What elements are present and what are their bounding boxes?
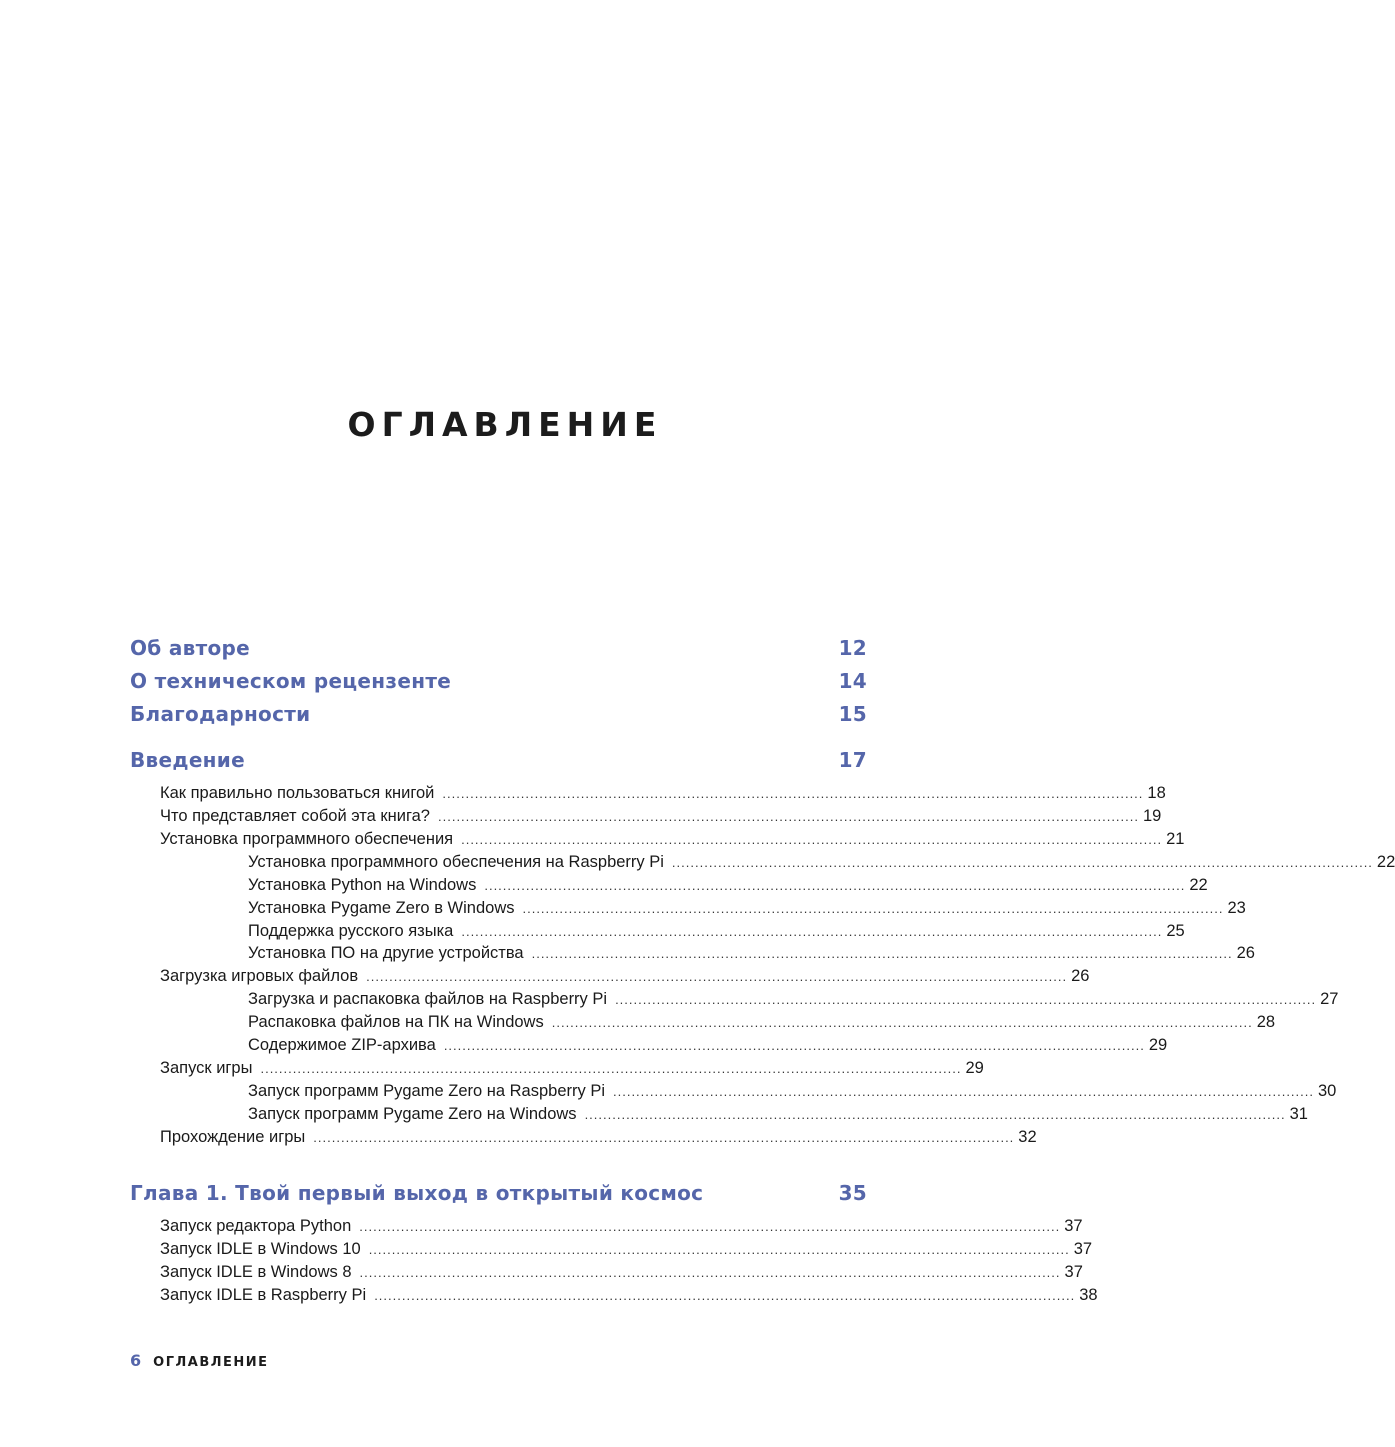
toc-subentry[interactable] (160, 1217, 1083, 1239)
dot-leader: ........................................................................................................................................................ (584, 1107, 1286, 1122)
toc-subentry-page: 29 (965, 1059, 984, 1077)
toc-subentry-title: Установка программного обеспечения (160, 830, 454, 848)
footer-label: ОГЛАВЛЕНИЕ (153, 1355, 269, 1370)
toc-subentry-title: Загрузка игровых файлов (160, 967, 359, 985)
toc-subentry-title: Запуск IDLE в Windows 10 (160, 1240, 361, 1258)
dot-leader: ........................................................................................................................................................ (443, 1038, 1145, 1053)
dot-leader: ........................................................................................................................................................ (461, 924, 1163, 939)
dot-leader: ........................................................................................................................................................ (260, 1061, 962, 1076)
toc-subentry-page: 19 (1143, 807, 1162, 825)
toc-subentry-page: 26 (1236, 944, 1255, 962)
toc-subentry-title: Запуск программ Pygame Zero на Raspberry Pi (248, 1082, 605, 1100)
toc-subentry-title: Поддержка русского языка (248, 922, 454, 940)
toc-entry-tech-reviewer[interactable] (130, 669, 867, 699)
toc-entry-page: 17 (838, 748, 867, 772)
toc-subentry-page: 38 (1079, 1286, 1098, 1304)
toc-subentry[interactable] (248, 1013, 1276, 1035)
toc-subentry-title: Запуск редактора Python (160, 1217, 352, 1235)
toc-subentry-page: 32 (1018, 1128, 1037, 1146)
toc-subentry[interactable] (248, 944, 1255, 966)
toc-subentry-page: 22 (1189, 876, 1208, 894)
toc-subentry-title: Как правильно пользоваться книгой (160, 784, 435, 802)
toc-subentry-page: 18 (1147, 784, 1166, 802)
toc-subentry-page: 26 (1071, 967, 1090, 985)
toc-subentry[interactable] (248, 922, 1185, 944)
toc-entry-about-author[interactable] (130, 636, 867, 666)
toc-subentry[interactable] (248, 990, 1339, 1012)
dot-leader: ........................................................................................................................................................ (615, 992, 1317, 1007)
toc-entry-title: Введение (130, 748, 245, 772)
toc-subentry-title: Содержимое ZIP-архива (248, 1036, 436, 1054)
toc-subentry[interactable] (160, 784, 1166, 806)
toc-subentry[interactable] (160, 967, 1090, 989)
toc-entry-page: 15 (838, 702, 867, 726)
dot-leader: ........................................................................................................................................................ (531, 946, 1233, 961)
toc-subentry[interactable] (248, 1105, 1308, 1127)
toc-subentry-page: 25 (1166, 922, 1185, 940)
page-footer (130, 1351, 269, 1370)
toc-subentry-title: Запуск IDLE в Windows 8 (160, 1263, 352, 1281)
dot-leader: ........................................................................................................................................................ (313, 1130, 1015, 1145)
toc-entry-page: 12 (838, 636, 867, 660)
dot-leader: ........................................................................................................................................................ (522, 901, 1224, 916)
toc-subentry-title: Запуск игры (160, 1059, 253, 1077)
toc-entry-intro[interactable] (130, 748, 867, 778)
toc-entry-title: Об авторе (130, 636, 250, 660)
dot-leader: ........................................................................................................................................................ (671, 855, 1373, 870)
toc-subentry-title: Установка Pygame Zero в Windows (248, 899, 515, 917)
toc-subentry-page: 21 (1166, 830, 1185, 848)
toc-subentry-page: 27 (1320, 990, 1339, 1008)
toc-entry-title: Благодарности (130, 702, 311, 726)
toc-subentry-page: 29 (1148, 1036, 1168, 1054)
toc-subentry-title: Запуск программ Pygame Zero на Windows (248, 1105, 577, 1123)
dot-leader: ........................................................................................................................................................ (442, 786, 1144, 801)
toc-subentry-title: Запуск IDLE в Raspberry Pi (160, 1286, 367, 1304)
toc-subentry[interactable] (160, 807, 1162, 829)
toc-subentry[interactable] (248, 876, 1208, 898)
toc-subentry-page: 22 (1376, 853, 1395, 871)
dot-leader: ........................................................................................................................................................ (461, 832, 1163, 847)
toc-subentry[interactable] (248, 853, 1395, 875)
footer-page-number: 6 (130, 1351, 142, 1370)
toc-subentry-page: 30 (1318, 1082, 1337, 1100)
toc-subentry-title: Прохождение игры (160, 1128, 306, 1146)
toc-subentry-page: 31 (1289, 1105, 1308, 1123)
toc-subentry-page: 37 (1064, 1217, 1083, 1235)
toc-entry-thanks[interactable] (130, 702, 867, 732)
toc-subentry[interactable] (160, 1240, 1093, 1262)
toc-subentry-page: 37 (1064, 1263, 1083, 1281)
toc-subentry[interactable] (248, 1082, 1337, 1104)
toc-entry-page: 35 (838, 1181, 867, 1205)
toc-subentry-page: 23 (1227, 899, 1246, 917)
dot-leader: ........................................................................................................................................................ (359, 1265, 1061, 1280)
toc-subentry-page: 37 (1073, 1240, 1093, 1258)
dot-leader: ........................................................................................................................................................ (366, 969, 1068, 984)
dot-leader: ........................................................................................................................................................ (359, 1219, 1061, 1234)
toc-subentry-page: 28 (1256, 1013, 1276, 1031)
toc-subentry-title: Установка Python на Windows (248, 876, 477, 894)
toc-entry-title: Глава 1. Твой первый выход в открытый космос (130, 1181, 704, 1205)
toc-subentry[interactable] (248, 899, 1246, 921)
toc-subentry[interactable] (160, 1059, 984, 1081)
dot-leader: ........................................................................................................................................................ (368, 1242, 1070, 1257)
toc-subentry-title: Установка программного обеспечения на Raspberry Pi (248, 853, 664, 871)
page-title: ОГЛАВЛЕНИЕ (347, 405, 663, 444)
toc-subentry[interactable] (248, 1036, 1168, 1058)
toc-subentry-title: Распаковка файлов на ПК на Windows (248, 1013, 544, 1031)
toc-subentry[interactable] (160, 1128, 1037, 1150)
toc-subentry[interactable] (160, 830, 1185, 852)
toc-subentry[interactable] (160, 1286, 1098, 1308)
dot-leader: ........................................................................................................................................................ (374, 1288, 1076, 1303)
dot-leader: ........................................................................................................................................................ (438, 809, 1139, 824)
dot-leader: ........................................................................................................................................................ (551, 1015, 1253, 1030)
dot-leader: ........................................................................................................................................................ (484, 878, 1186, 893)
toc-subentry-title: Загрузка и распаковка файлов на Raspberry Pi (248, 990, 608, 1008)
toc-subentry[interactable] (160, 1263, 1083, 1285)
toc-entry-chapter-1[interactable] (130, 1181, 867, 1211)
toc-subentry-title: Установка ПО на другие устройства (248, 944, 524, 962)
dot-leader: ........................................................................................................................................................ (613, 1084, 1314, 1099)
toc-entry-title: О техническом рецензенте (130, 669, 452, 693)
toc-subentry-title: Что представляет собой эта книга? (160, 807, 430, 825)
toc-entry-page: 14 (838, 669, 867, 693)
